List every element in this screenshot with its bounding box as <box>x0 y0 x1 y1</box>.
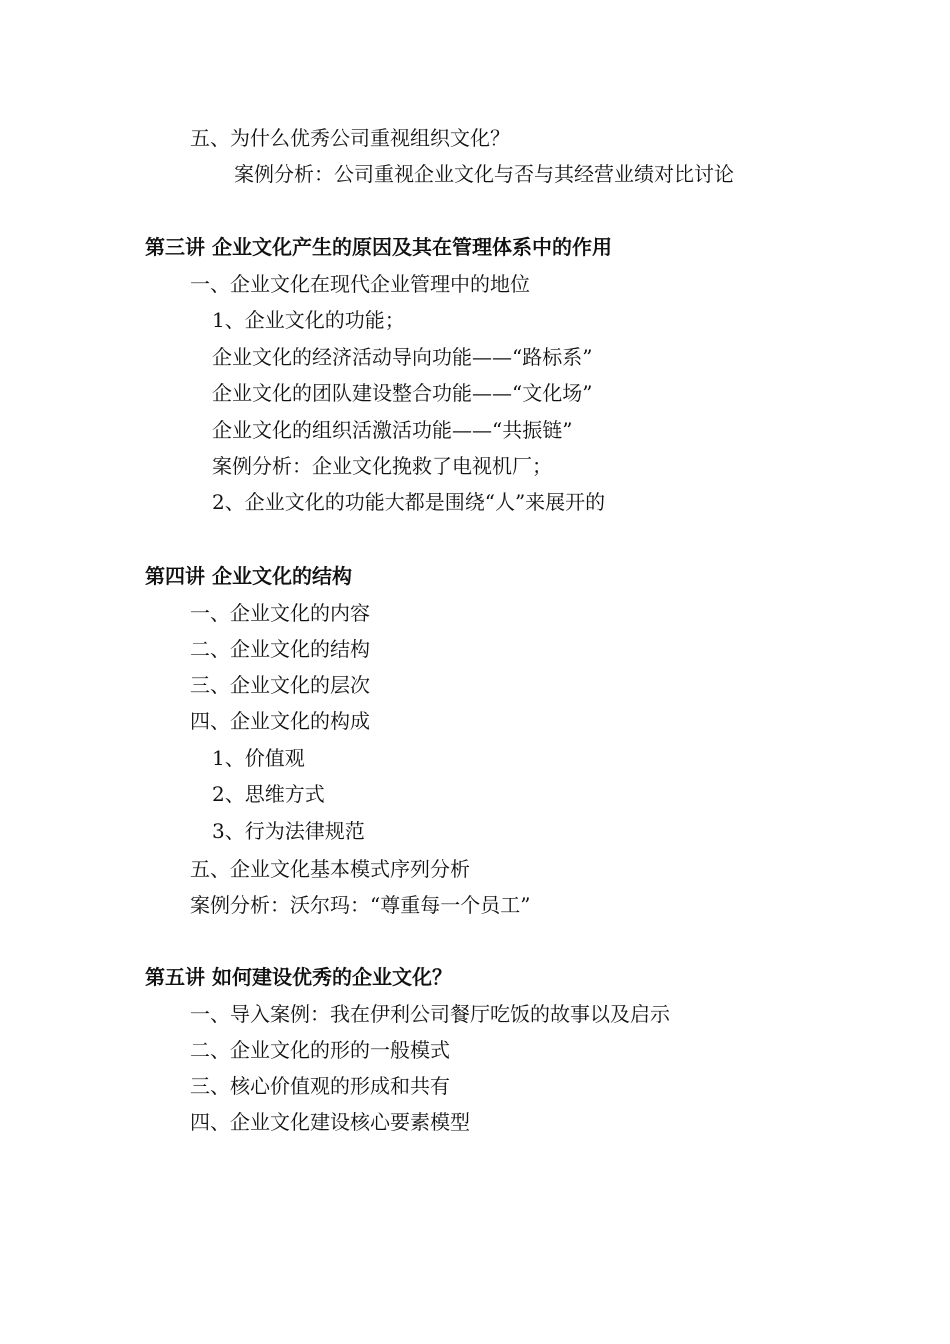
lecture-heading: 第五讲 如何建设优秀的企业文化？ <box>145 965 452 989</box>
case-analysis: 案例分析：公司重视企业文化与否与其经营业绩对比讨论 <box>234 162 734 186</box>
sub-item: 2、企业文化的功能大都是围绕“人”来展开的 <box>212 490 606 514</box>
outline-item: 三、核心价值观的形成和共有 <box>190 1074 450 1098</box>
case-analysis: 案例分析：沃尔玛：“尊重每一个员工” <box>190 893 531 917</box>
case-analysis: 案例分析：企业文化挽救了电视机厂； <box>212 454 552 478</box>
lecture-heading: 第三讲 企业文化产生的原因及其在管理体系中的作用 <box>145 235 612 259</box>
lecture-heading: 第四讲 企业文化的结构 <box>145 564 352 588</box>
outline-item: 四、企业文化建设核心要素模型 <box>190 1110 470 1134</box>
function-item: 企业文化的组织活激活功能——“共振链” <box>212 418 573 442</box>
outline-item: 二、企业文化的形的一般模式 <box>190 1038 450 1062</box>
outline-item: 一、导入案例：我在伊利公司餐厅吃饭的故事以及启示 <box>190 1002 670 1026</box>
outline-item: 一、企业文化在现代企业管理中的地位 <box>190 272 530 296</box>
sub-item: 1、企业文化的功能； <box>212 308 405 332</box>
sub-item: 2、思维方式 <box>212 782 325 806</box>
outline-item: 三、企业文化的层次 <box>190 673 370 697</box>
function-item: 企业文化的团队建设整合功能——“文化场” <box>212 381 593 405</box>
sub-item: 3、行为法律规范 <box>212 819 365 843</box>
function-item: 企业文化的经济活动导向功能——“路标系” <box>212 345 593 369</box>
outline-item: 四、企业文化的构成 <box>190 709 370 733</box>
outline-item: 五、为什么优秀公司重视组织文化？ <box>190 126 510 150</box>
outline-item: 一、企业文化的内容 <box>190 601 370 625</box>
outline-item: 五、企业文化基本模式序列分析 <box>190 857 470 881</box>
sub-item: 1、价值观 <box>212 746 305 770</box>
outline-item: 二、企业文化的结构 <box>190 637 370 661</box>
